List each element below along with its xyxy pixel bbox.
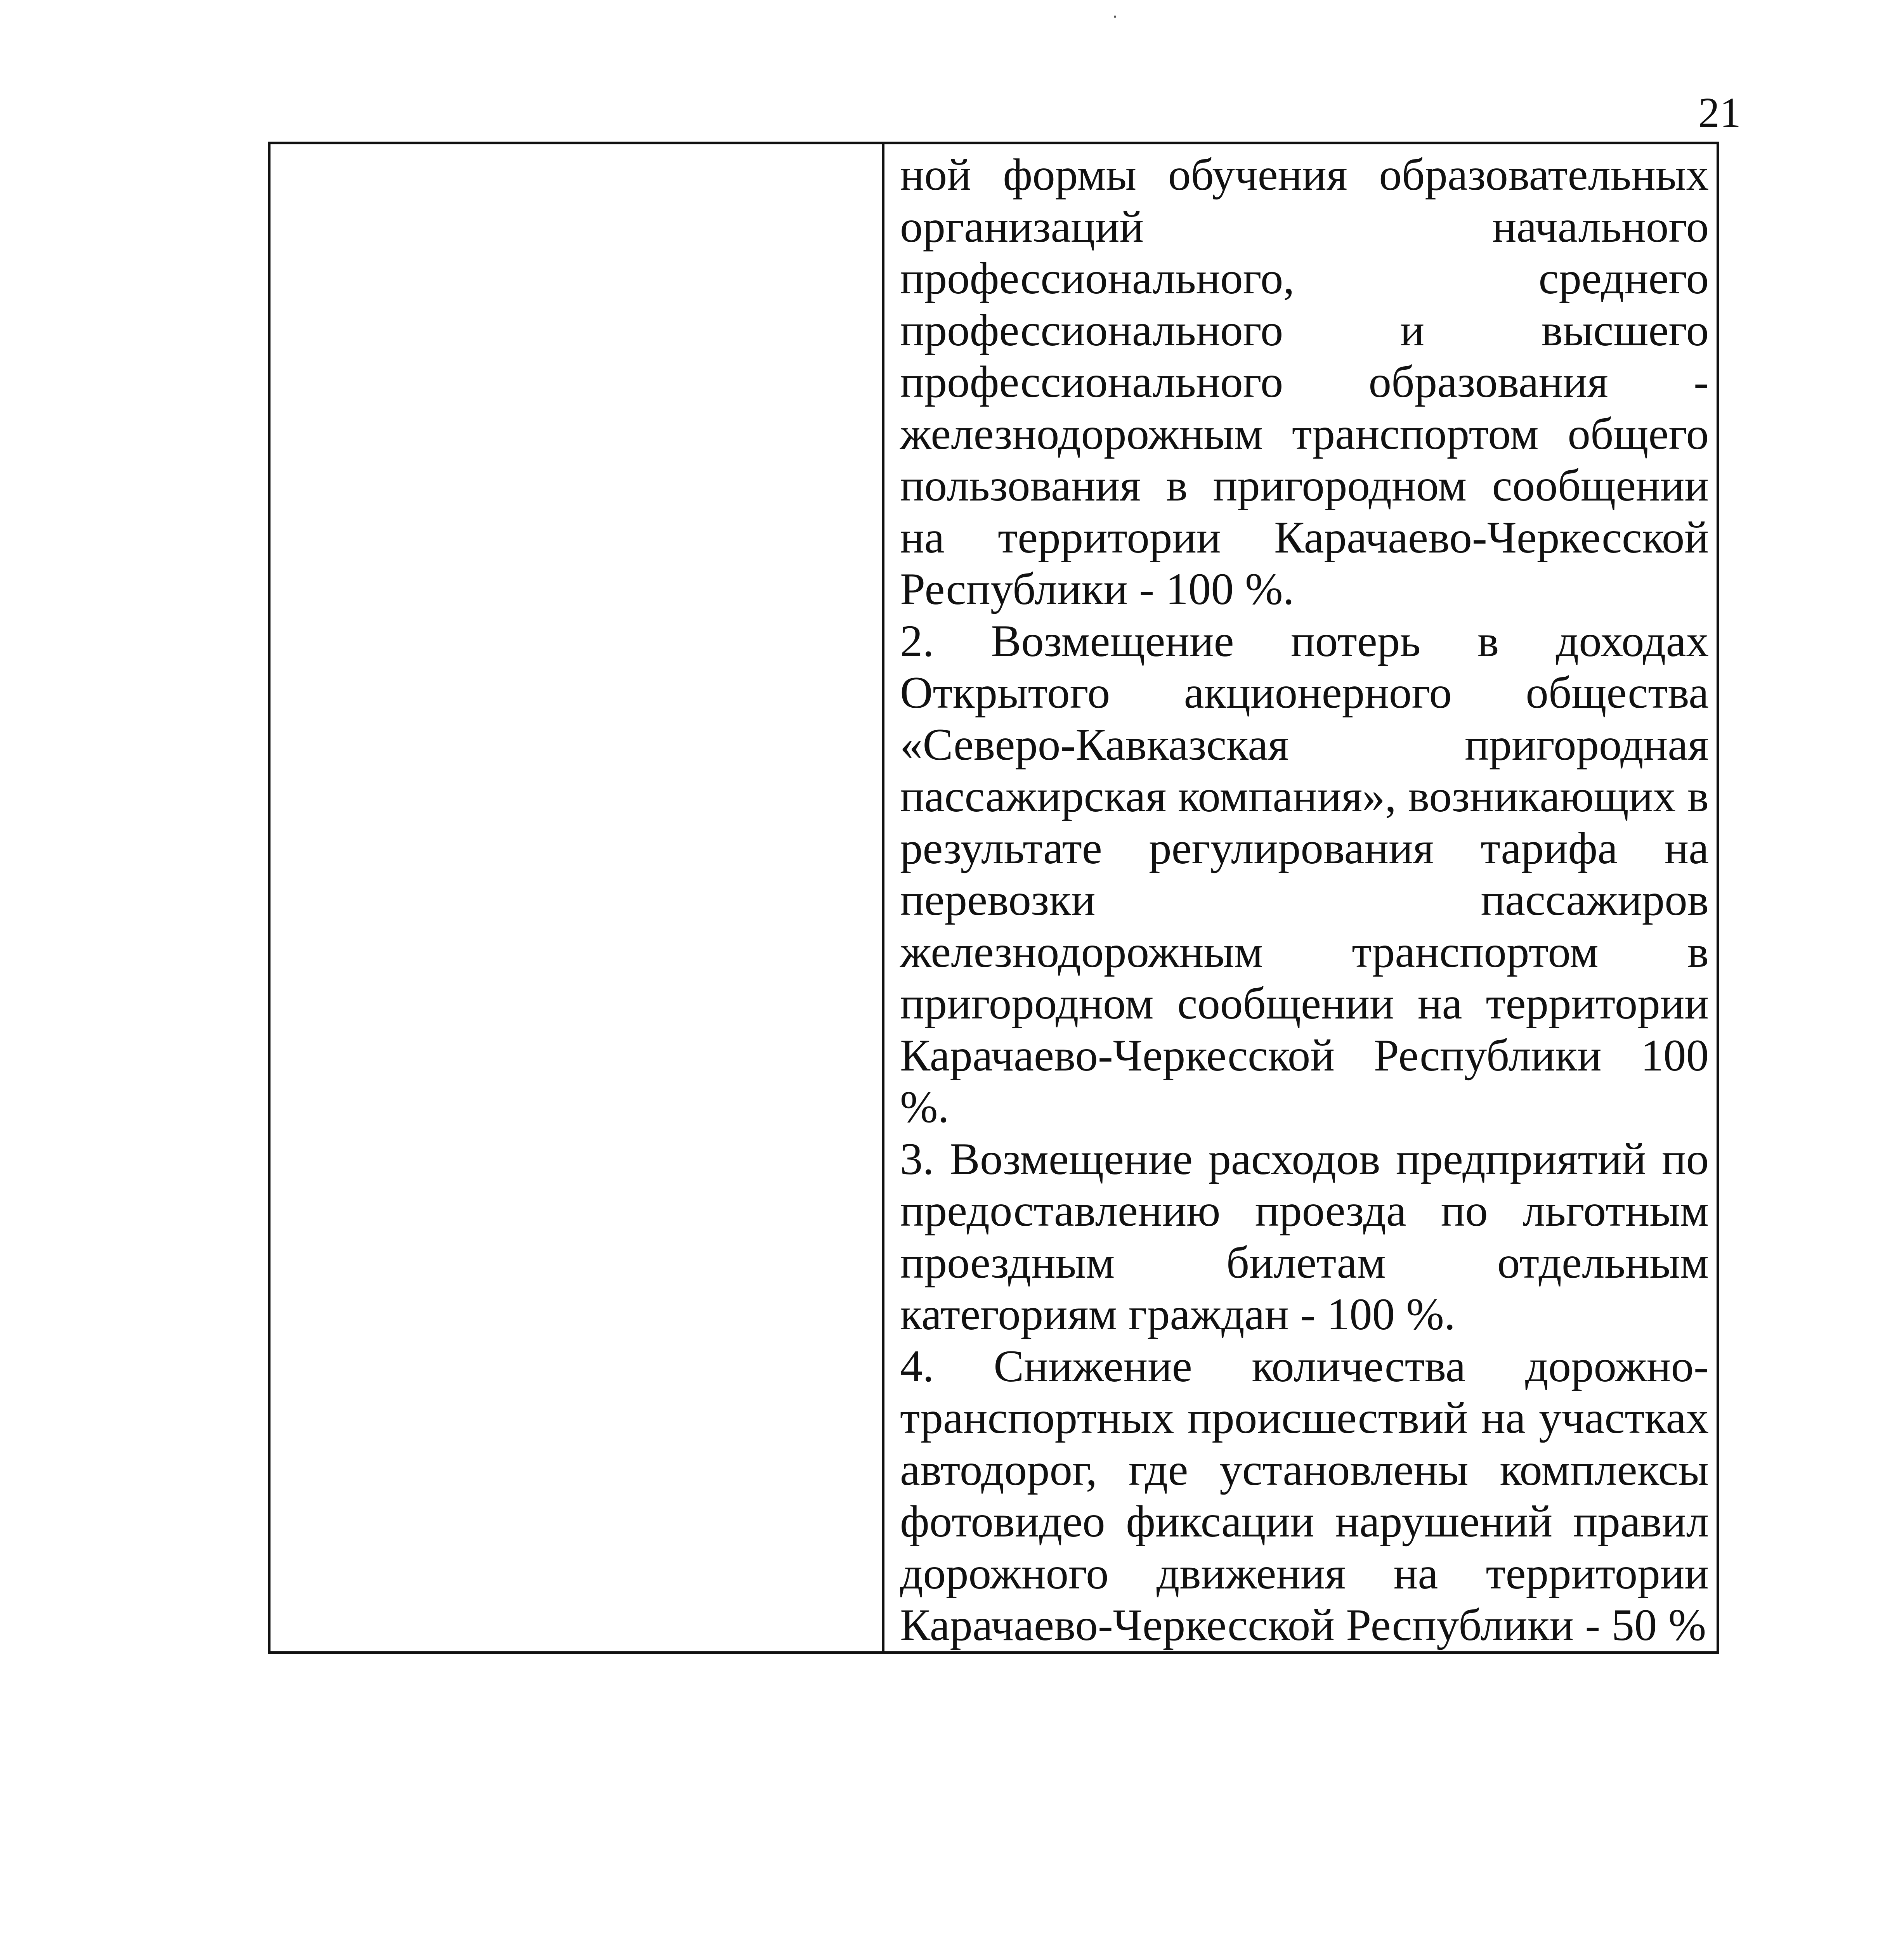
paragraph-item-3: 3. Возмещение расходов предприятий по предоставлению проезда по льготным проездным билетам отдельным категориям граждан - 100 %.	[900, 1134, 1709, 1339]
cell-text	[900, 149, 1717, 1651]
paragraph-item-4: 4. Снижение количества дорожно-транспортных происшествий на участках автодорог, где установлены комплексы фотовидео фиксации нарушений правил дорожного движения на территории Карачаево-Черкесской Республики - 50 %	[900, 1341, 1709, 1650]
table-row	[269, 143, 1718, 1653]
scan-speck	[1114, 16, 1116, 18]
paragraph-continuation: ной формы обучения образовательных организаций начального профессионального, среднего профессионального и высшего профессионального образования - железнодорожным транспортом общего пользования в пригородном сообщении на территории Карачаево-Черкесской Республики - 100 %.	[900, 150, 1709, 614]
page-number: 21	[1698, 89, 1741, 136]
table-cell-right	[883, 143, 1718, 1653]
document-table	[268, 142, 1719, 1654]
paragraph-item-2: 2. Возмещение потерь в доходах Открытого акционерного общества «Северо-Кавказская пригородная пассажирская компания», возникающих в результате регулирования тарифа на перевозки пассажиров железнодорожным транспортом в пригородном сообщении на территории Карачаево-Черкесской Республики 100 %.	[900, 616, 1709, 1132]
table-cell-left	[269, 143, 883, 1653]
